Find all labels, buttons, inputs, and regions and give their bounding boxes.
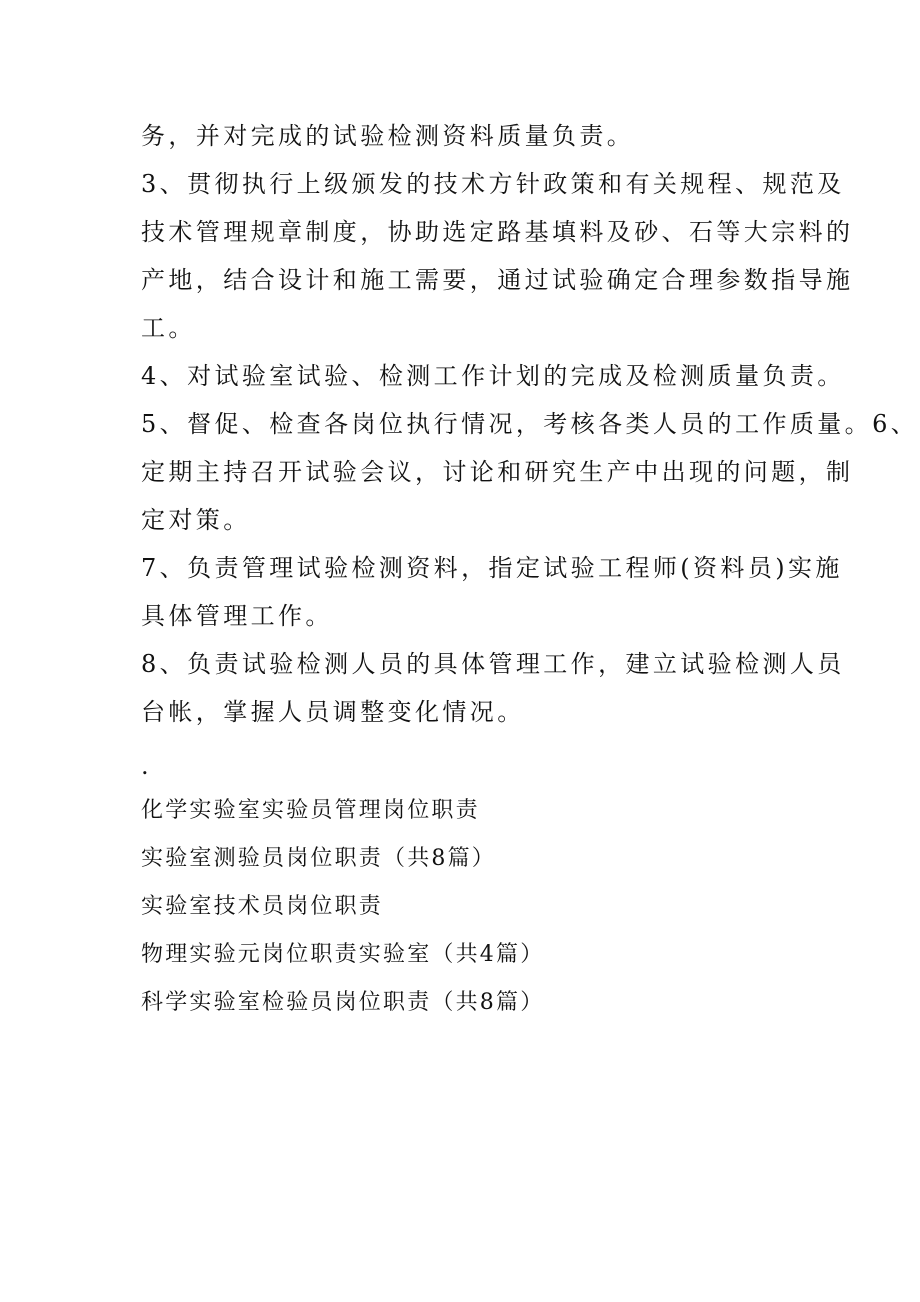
text-line: 工。 [141,314,196,342]
text-line: 具体管理工作。 [141,602,333,630]
text-line: 8、负责试验检测人员的具体管理工作，建立试验检测人员 [141,650,845,678]
related-link[interactable]: 化学实验室实验员管理岗位职责 [141,798,480,823]
text-line: 3、贯彻执行上级颁发的技术方针政策和有关规程、规范及 [141,170,845,198]
related-link[interactable]: 实验室技术员岗位职责 [141,894,384,919]
text-line: 定对策。 [141,506,251,534]
separator-dot: . [141,752,149,780]
text-line: 务，并对完成的试验检测资料质量负责。 [141,122,635,150]
body-text [141,112,919,736]
related-link[interactable]: 科学实验室检验员岗位职责（共8篇） [141,990,545,1015]
text-line: 技术管理规章制度，协助选定路基填料及砂、石等大宗料的 [141,218,854,246]
text-line: 台帐，掌握人员调整变化情况。 [141,698,525,726]
text-line: 7、负责管理试验检测资料，指定试验工程师(资料员)实施 [141,554,843,582]
text-line: 定期主持召开试验会议，讨论和研究生产中出现的问题，制 [141,458,854,486]
related-links [141,787,801,1027]
text-line: 5、督促、检查各岗位执行情况，考核各类人员的工作质量。6、 [141,410,919,438]
related-link[interactable]: 物理实验元岗位职责实验室（共4篇） [141,942,545,967]
text-line: 产地，结合设计和施工需要，通过试验确定合理参数指导施 [141,266,854,294]
text-line: 4、对试验室试验、检测工作计划的完成及检测质量负责。 [141,362,845,390]
related-link[interactable]: 实验室测验员岗位职责（共8篇） [141,846,496,871]
